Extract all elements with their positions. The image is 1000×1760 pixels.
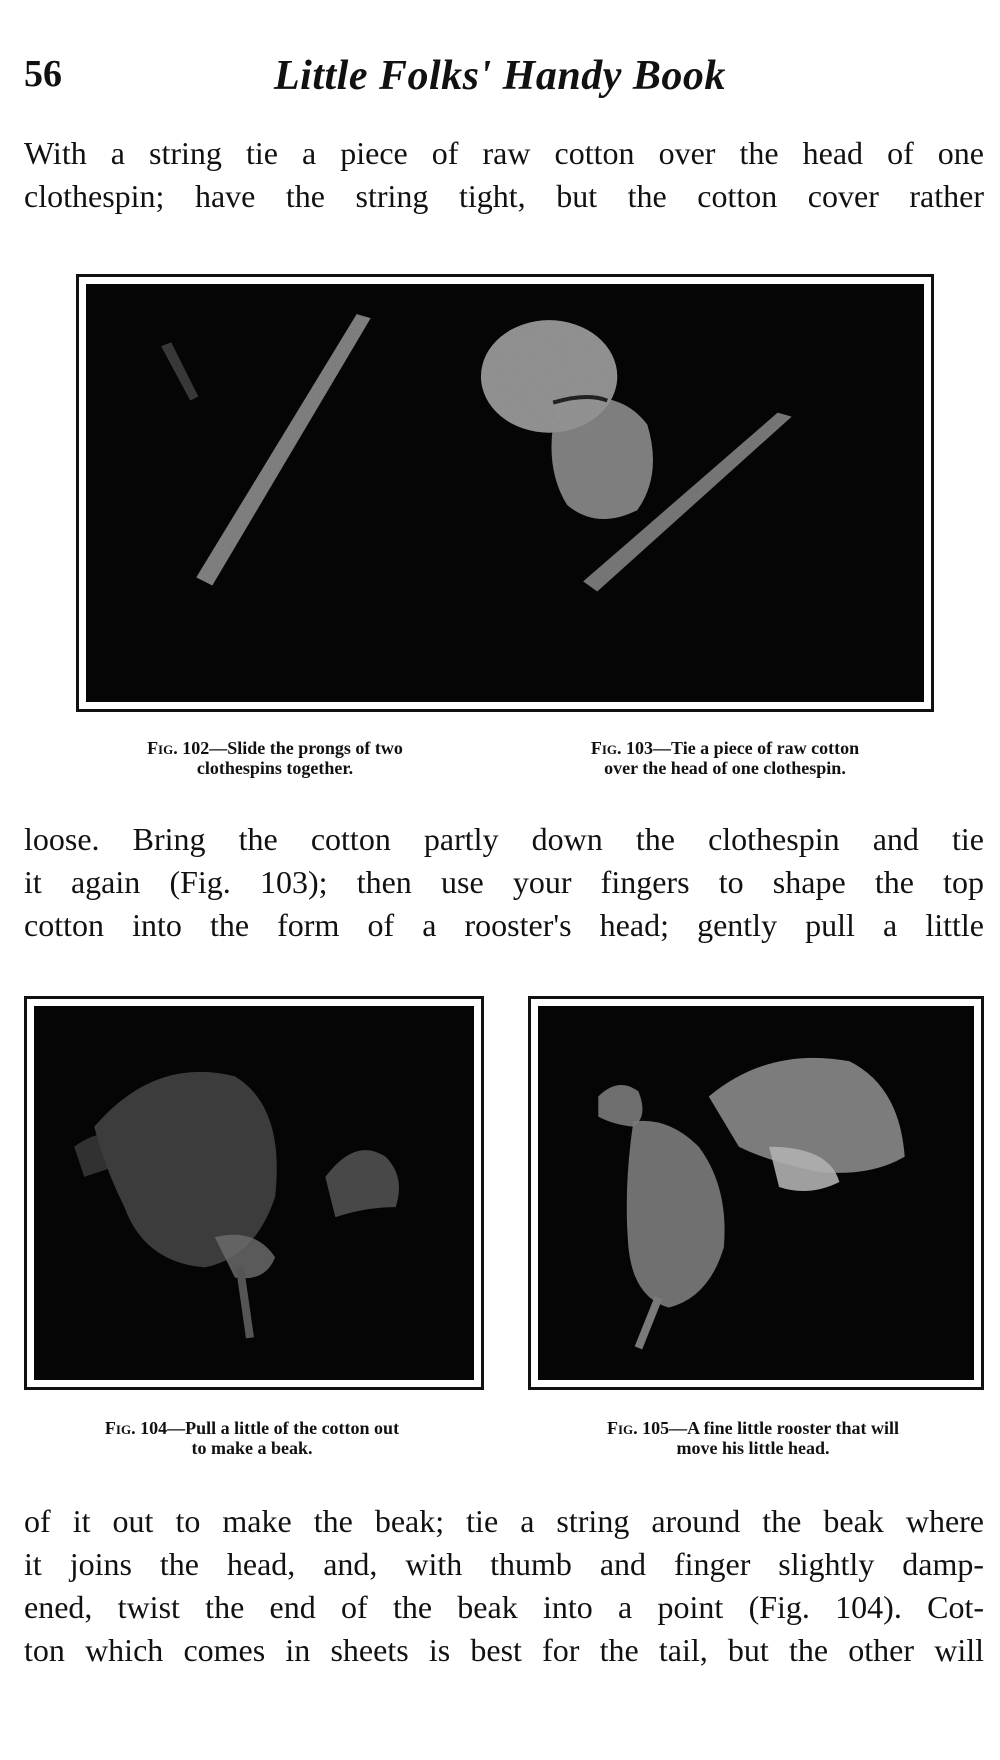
text-line: of it out to make the beak; tie a string around the beak where	[24, 1503, 984, 1539]
caption-text: clothespins together.	[196, 758, 354, 778]
paragraph-1	[24, 132, 984, 218]
text-line: With a string tie a piece of raw cotton over the head of one	[24, 135, 984, 171]
text-line: ened, twist the end of the beak into a point (Fig. 104). Cot-	[24, 1589, 984, 1625]
caption-text: —Tie a piece of raw cotton	[653, 738, 860, 758]
text-line: cotton into the form of a rooster's head; gently pull a little	[24, 907, 984, 943]
paragraph-3	[24, 1500, 984, 1672]
finished-rooster-photo	[538, 1006, 974, 1380]
caption-text: to make a beak.	[191, 1438, 313, 1458]
caption-text: over the head of one clothespin.	[604, 758, 846, 778]
caption-fig-104	[24, 1418, 480, 1458]
photo-plate-figure-104	[24, 996, 484, 1390]
photo-plate-figures-102-103	[76, 274, 934, 712]
caption-text: —Pull a little of the cotton out	[167, 1418, 400, 1438]
caption-text: move his little head.	[676, 1438, 830, 1458]
text-line: clothespin; have the string tight, but the cotton cover rather	[24, 178, 984, 214]
figure-label: Fig. 102	[147, 738, 210, 758]
caption-fig-103	[520, 738, 930, 778]
rooster-beak-photo	[34, 1006, 474, 1380]
text-line: it joins the head, and, with thumb and finger slightly damp-	[24, 1546, 984, 1582]
photo-plate-figure-105	[528, 996, 984, 1390]
figure-label: Fig. 103	[590, 738, 654, 758]
caption-text: —A fine little rooster that will	[669, 1418, 899, 1438]
text-line: it again (Fig. 103); then use your fingers to shape the top	[24, 864, 984, 900]
clothespins-photo	[86, 284, 924, 702]
caption-text: —Slide the prongs of two	[209, 738, 403, 758]
text-line: loose. Bring the cotton partly down the clothespin and tie	[24, 821, 984, 857]
text-line: ton which comes in sheets is best for the tail, but the other will	[24, 1632, 984, 1668]
caption-fig-102	[80, 738, 470, 778]
caption-fig-105	[528, 1418, 978, 1458]
page-number: 56	[24, 53, 62, 95]
page-header	[24, 52, 984, 102]
figure-label: Fig. 104	[104, 1418, 168, 1438]
paragraph-2	[24, 818, 984, 947]
figure-label: Fig. 105	[607, 1418, 670, 1438]
running-title: Little Folks' Handy Book	[274, 53, 726, 99]
